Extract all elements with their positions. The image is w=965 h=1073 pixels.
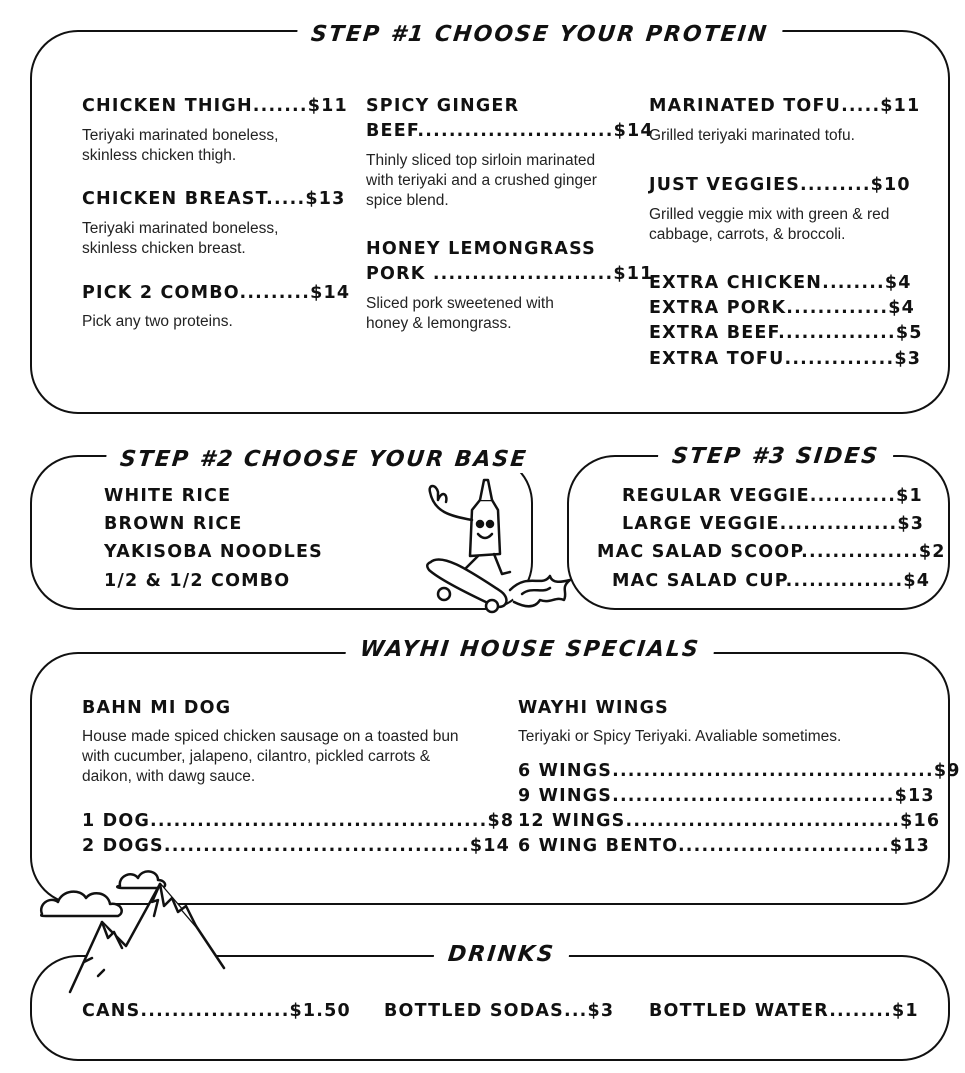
special-2-dogs: 2 DOGS.......................................$14: [82, 836, 511, 856]
side-large-veggie: LARGE VEGGIE...............$3: [622, 514, 925, 534]
menu-item-just-veggies-desc: Grilled veggie mix with green & red cabbage, carrots, & broccoli.: [649, 206, 890, 243]
special-bahn-mi-dog-desc: House made spiced chicken sausage on a toasted bun with cucumber, jalapeno, cilantro, pickled carrots & daikon, with dawg sauce.: [82, 728, 459, 785]
mountains-icon: [64, 876, 234, 996]
menu-item-honey-lemongrass-pork-desc: Sliced pork sweetened with honey & lemongrass.: [366, 295, 554, 332]
menu-item-chicken-breast: CHICKEN BREAST.....$13: [82, 189, 346, 209]
menu-item-spicy-ginger-beef-line2: BEEF.........................$14: [366, 121, 654, 141]
extra-chicken: EXTRA CHICKEN........$4: [649, 273, 912, 293]
protein-section-heading: STEP #1 CHOOSE YOUR PROTEIN: [296, 22, 784, 48]
special-9-wings: 9 WINGS....................................$13: [518, 786, 935, 806]
menu-item-spicy-ginger-beef-desc: Thinly sliced top sirloin marinated with teriyaki and a crushed ginger spice blend.: [366, 152, 597, 209]
menu-item-marinated-tofu-desc: Grilled teriyaki marinated tofu.: [649, 127, 855, 144]
special-wayhi-wings-title: WAYHI WINGS: [518, 698, 669, 718]
drink-bottled-sodas: BOTTLED SODAS...$3: [384, 1001, 615, 1021]
menu-item-marinated-tofu: MARINATED TOFU.....$11: [649, 96, 921, 116]
special-6-wing-bento: 6 WING BENTO...........................$13: [518, 836, 930, 856]
sides-section-heading: STEP #3 SIDES: [657, 444, 895, 470]
special-bahn-mi-dog-title: BAHN MI DOG: [82, 698, 232, 718]
special-6-wings: 6 WINGS.........................................$9: [518, 761, 961, 781]
special-1-dog: 1 DOG...........................................$8: [82, 811, 515, 831]
menu-item-pick-2-combo-desc: Pick any two proteins.: [82, 313, 233, 330]
menu-item-chicken-thigh: CHICKEN THIGH.......$11: [82, 96, 348, 116]
drink-bottled-water: BOTTLED WATER........$1: [649, 1001, 919, 1021]
base-white-rice: WHITE RICE: [104, 486, 232, 506]
menu-item-chicken-breast-desc: Teriyaki marinated boneless, skinless chicken breast.: [82, 220, 279, 257]
side-mac-salad-scoop: MAC SALAD SCOOP...............$2: [597, 542, 946, 562]
base-half-half-combo: 1/2 & 1/2 COMBO: [104, 571, 291, 591]
menu-item-spicy-ginger-beef-line1: SPICY GINGER: [366, 96, 520, 116]
side-regular-veggie: REGULAR VEGGIE...........$1: [622, 486, 923, 506]
menu-item-pick-2-combo: PICK 2 COMBO.........$14: [82, 283, 351, 303]
base-section-heading: STEP #2 CHOOSE YOUR BASE: [105, 447, 543, 473]
special-12-wings: 12 WINGS...................................$16: [518, 811, 941, 831]
menu-item-chicken-thigh-desc: Teriyaki marinated boneless, skinless chicken thigh.: [82, 127, 279, 164]
menu-item-honey-lemongrass-pork-line2: PORK .......................$11: [366, 264, 654, 284]
house-specials-heading: WAYHI HOUSE SPECIALS: [345, 637, 716, 663]
base-brown-rice: BROWN RICE: [104, 514, 243, 534]
menu-item-just-veggies: JUST VEGGIES.........$10: [649, 175, 911, 195]
special-wayhi-wings-desc: Teriyaki or Spicy Teriyaki. Avaliable sometimes.: [518, 728, 842, 745]
drinks-heading: DRINKS: [433, 942, 570, 968]
extra-pork: EXTRA PORK.............$4: [649, 298, 916, 318]
drink-cans: CANS...................$1.50: [82, 1001, 351, 1021]
extra-tofu: EXTRA TOFU..............$3: [649, 349, 922, 369]
extra-beef: EXTRA BEEF...............$5: [649, 323, 923, 343]
sauce-bottle-skateboard-mascot-icon: [410, 472, 580, 622]
base-yakisoba-noodles: YAKISOBA NOODLES: [104, 542, 323, 562]
menu-item-honey-lemongrass-pork-line1: HONEY LEMONGRASS: [366, 239, 596, 259]
side-mac-salad-cup: MAC SALAD CUP...............$4: [612, 571, 931, 591]
